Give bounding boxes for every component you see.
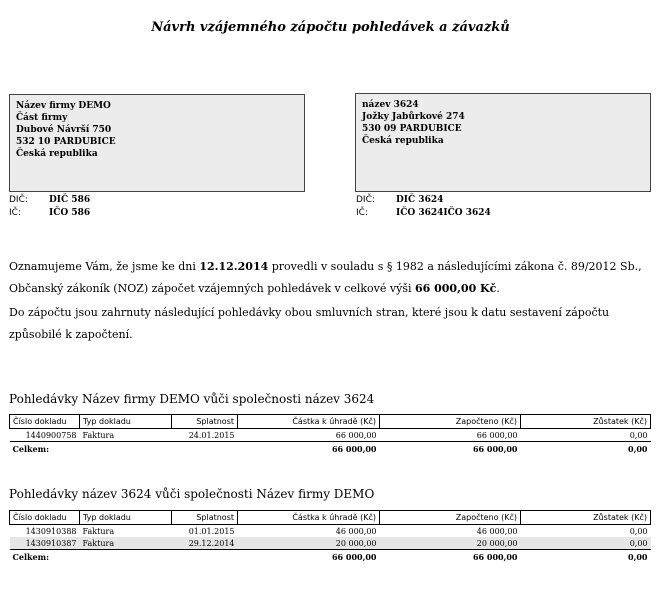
party-right-name: název 3624	[362, 100, 419, 110]
section1-heading: Pohledávky Název firmy DEMO vůči společnosti název 3624	[9, 392, 375, 406]
offset-date: 12.12.2014	[199, 260, 269, 273]
party-right-country: Česká republika	[362, 136, 444, 146]
party-right-city: 530 09 PARDUBICE	[362, 124, 462, 134]
table-total-row	[10, 550, 651, 565]
offset-total-amount: 66 000,00 Kč	[414, 282, 497, 295]
col-header-amount: Částka k úhradě (Kč)	[238, 511, 380, 525]
cell-type: Faktura	[80, 537, 172, 550]
col-header-offset: Započteno (Kč)	[380, 511, 521, 525]
party-left-name: Název firmy DEMO	[16, 101, 111, 111]
cell-offset: 20 000,00	[380, 537, 521, 550]
col-header-doc: Číslo dokladu	[10, 511, 80, 525]
col-header-type: Typ dokladu	[80, 415, 172, 429]
party-left-country: Česká republika	[16, 149, 98, 159]
cell-balance: 0,00	[629, 430, 648, 440]
party-left-city: 532 10 PARDUBICE	[16, 137, 116, 147]
col-header-due: Splatnost	[172, 511, 238, 525]
document-title: Návrh vzájemného zápočtu pohledávek a závazků	[151, 20, 510, 35]
section1-table	[9, 414, 651, 456]
col-header-balance: Zůstatek (Kč)	[521, 415, 651, 429]
cell-doc: 1440900758	[25, 430, 77, 440]
party-left-address-box	[9, 94, 305, 192]
total-balance: 0,00	[521, 550, 651, 565]
cell-offset: 46 000,00	[476, 526, 518, 536]
cell-doc: 1430910388	[25, 526, 77, 536]
col-header-offset: Započteno (Kč)	[380, 415, 521, 429]
section2-table	[9, 510, 651, 564]
party-left-dic-row	[9, 194, 90, 206]
cell-type: Faktura	[82, 430, 115, 440]
section2-heading: Pohledávky název 3624 vůči společnosti Název firmy DEMO	[9, 487, 375, 501]
party-left-ico-label: IČ:	[9, 208, 21, 218]
party-left-ico-row	[9, 207, 90, 219]
party-right-dic-label: DIČ:	[356, 195, 375, 205]
cell-balance: 0,00	[521, 537, 651, 550]
total-label: Celkem:	[10, 442, 238, 457]
col-header-balance: Zůstatek (Kč)	[521, 511, 651, 525]
intro-text-b: provedli v souladu s § 1982 a následujícími zákona č. 89/2012 Sb., Občanský zákoník (NOZ) zápočet vzájemných pohledávek v celkové výši	[9, 260, 642, 295]
party-right-street: Jožky Jabůrkové 274	[362, 112, 465, 122]
cell-type: Faktura	[82, 526, 115, 536]
cell-amount: 46 000,00	[335, 526, 377, 536]
total-label: Celkem:	[10, 550, 238, 565]
total-offset: 66 000,00	[380, 442, 521, 457]
party-left-ico-value: IČO 586	[49, 208, 91, 218]
table-header-row	[10, 415, 651, 429]
party-left-division: Část firmy	[16, 113, 68, 123]
party-left-dic-value: DIČ 586	[49, 195, 91, 205]
total-balance: 0,00	[521, 442, 651, 457]
cell-amount: 20 000,00	[238, 537, 380, 550]
table-header-row	[10, 511, 651, 525]
scope-paragraph: Do zápočtu jsou zahrnuty následující pohledávky obou smluvních stran, které jsou k datu sestavení zápočtu způsobilé k započtení.	[9, 306, 610, 341]
table-row	[10, 537, 651, 550]
col-header-doc: Číslo dokladu	[10, 415, 80, 429]
table-row	[10, 429, 651, 442]
party-left-street: Dubové Návrší 750	[16, 125, 112, 135]
table-row	[10, 525, 651, 538]
intro-paragraph	[9, 256, 649, 300]
party-left-dic-label: DIČ:	[9, 195, 28, 205]
party-right-ico-label: IČ:	[356, 208, 368, 218]
total-offset: 66 000,00	[380, 550, 521, 565]
party-right-dic-row	[356, 194, 443, 206]
cell-due: 29.12.2014	[172, 537, 238, 550]
total-amount: 66 000,00	[238, 442, 380, 457]
col-header-amount: Částka k úhradě (Kč)	[238, 415, 380, 429]
cell-doc: 1430910387	[10, 537, 80, 550]
cell-amount: 66 000,00	[335, 430, 377, 440]
cell-due: 01.01.2015	[188, 526, 235, 536]
party-right-ico-row	[356, 207, 491, 219]
table-total-row	[10, 442, 651, 457]
col-header-type: Typ dokladu	[80, 511, 172, 525]
party-right-address-box	[355, 93, 651, 192]
party-right-dic-value: DIČ 3624	[396, 195, 444, 205]
cell-due: 24.01.2015	[188, 430, 235, 440]
total-amount: 66 000,00	[238, 550, 380, 565]
intro-text-c: .	[496, 282, 500, 295]
party-right-ico-value: IČO 3624IČO 3624	[396, 208, 491, 218]
cell-offset: 66 000,00	[476, 430, 518, 440]
cell-balance: 0,00	[629, 526, 648, 536]
intro-text-a: Oznamujeme Vám, že jsme ke dni	[9, 260, 200, 273]
col-header-due: Splatnost	[172, 415, 238, 429]
